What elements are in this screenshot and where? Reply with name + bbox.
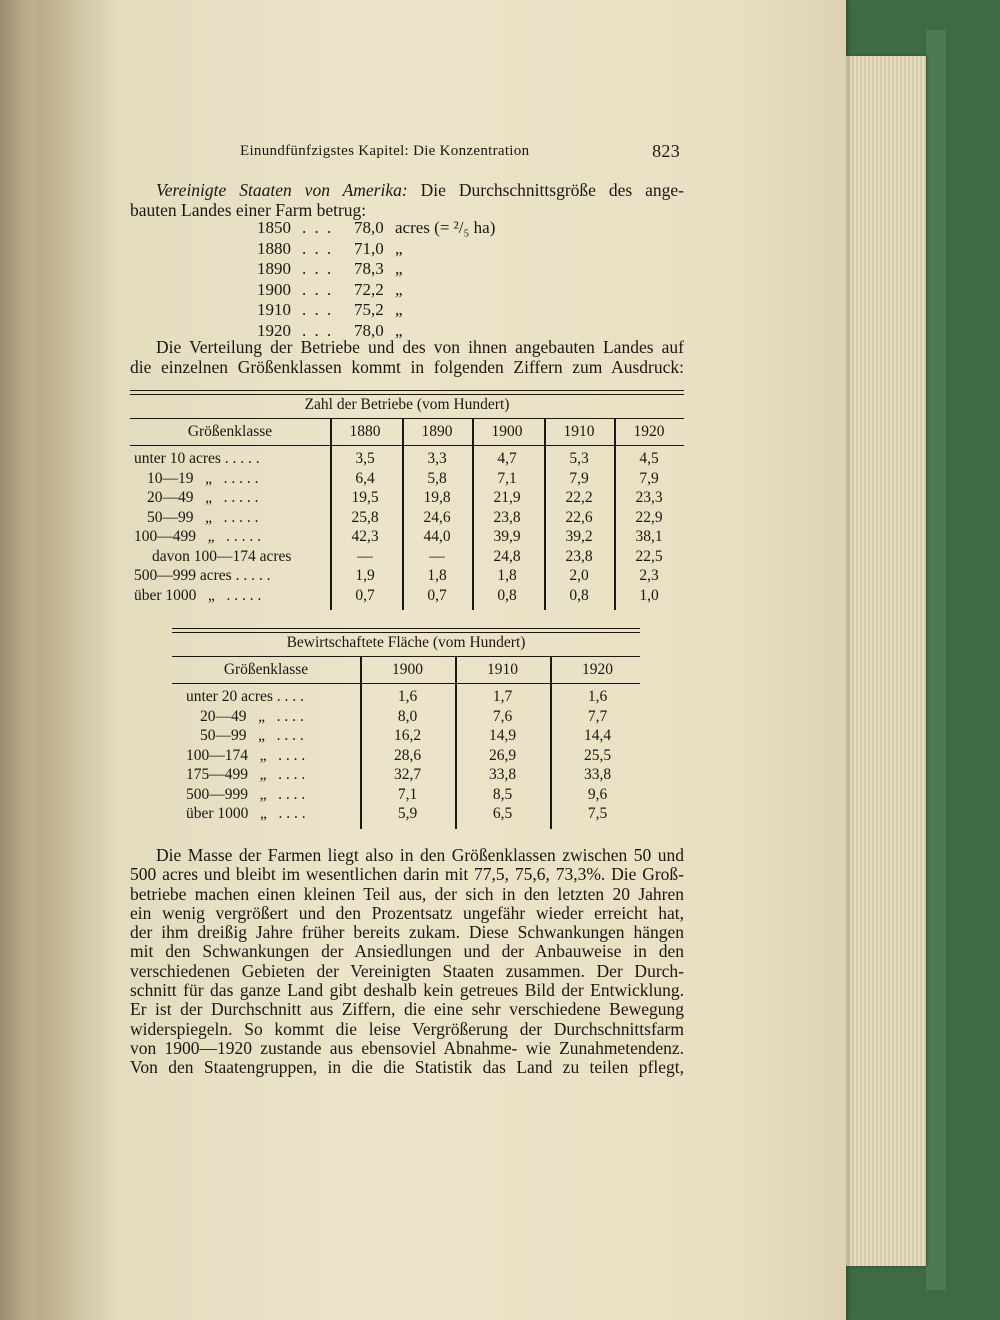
column-header-year: 1910: [563, 423, 595, 440]
acre-unit: „: [395, 238, 403, 258]
transition-paragraph: [130, 337, 684, 377]
body-line: verschiedenen Gebieten der Vereinigten Staaten zusammen. Der Durch-: [130, 960, 684, 981]
acre-leader-dots: . . .: [302, 259, 334, 279]
size-class-label: 100—499 „ . . . . .: [134, 528, 262, 545]
size-class-label: über 1000 „ . . . . .: [134, 586, 262, 604]
table-cell-value: 0,8: [497, 586, 517, 604]
column-header-year: 1910: [487, 661, 518, 678]
acre-leader-dots: . . .: [302, 279, 334, 299]
body-line: schnitt für das ganze Land gibt deshalb kein getreues Bild der Entwicklung.: [130, 980, 684, 1001]
table-cell-value: 7,9: [569, 469, 589, 487]
body-line: Von den Staatengruppen, in die die Statistik das Land zu teilen pflegt,: [130, 1057, 684, 1078]
table-cell-value: 23,8: [493, 508, 521, 526]
table-cell-value: 0,7: [427, 586, 447, 604]
acre-unit: „: [395, 279, 403, 299]
table-cell-value: 1,8: [427, 567, 447, 584]
table-cell-value: 7,1: [397, 785, 418, 803]
table-cell-value: 3,5: [355, 450, 375, 467]
column-header-year: 1880: [349, 423, 381, 440]
table-cell-value: 1,0: [639, 586, 659, 604]
body-line: mit den Schwankungen der Ansiedlungen und der Anbauweise in den: [130, 941, 684, 962]
acre-unit: „: [395, 259, 403, 279]
table-cell-value: 1,7: [492, 688, 513, 705]
table-cell-value: 19,8: [423, 489, 451, 506]
table-cell-value: 22,6: [565, 508, 593, 526]
table-cell-value: 5,9: [397, 805, 418, 822]
body-paragraph: [130, 846, 684, 1078]
table-cell-value: 3,3: [427, 450, 447, 467]
page-edges: [846, 56, 926, 1266]
table-rule: [130, 418, 684, 419]
table-cell-value: 6,4: [355, 469, 375, 487]
acre-leader-dots: . . .: [302, 320, 334, 340]
table-cell-value: 2,3: [639, 567, 659, 584]
table-cell-value: —: [357, 547, 373, 565]
table-cell-value: 4,5: [639, 450, 659, 467]
size-class-label: 10—19 „ . . . . .: [147, 469, 259, 487]
table-cell-value: 21,9: [493, 489, 521, 506]
acre-value: 78,0: [354, 218, 384, 237]
table-cell-value: 1,8: [497, 567, 517, 584]
table-cell-value: 1,6: [397, 688, 418, 705]
acre-year: 1900: [257, 279, 291, 299]
table-cell-value: 5,3: [569, 450, 589, 467]
table-cell-value: 32,7: [393, 766, 422, 783]
body-line: von 1900—1920 zustande aus ebensoviel Abnahme- wie Zunahmetendenz.: [130, 1037, 684, 1058]
table-cell-value: 5,8: [427, 469, 447, 487]
table-cell-value: 24,8: [493, 547, 521, 565]
column-header-year: 1920: [582, 661, 613, 678]
table-cell-value: 19,5: [351, 489, 379, 506]
table-cell-value: 25,8: [351, 508, 379, 526]
acre-value: 75,2: [354, 300, 384, 320]
size-class-label: über 1000 „ . . . .: [186, 805, 306, 822]
table-cell-value: 7,7: [587, 707, 608, 725]
table-cell-value: 0,7: [355, 586, 375, 604]
table-cell-value: 14,9: [488, 727, 517, 744]
acre-unit: „: [395, 320, 403, 340]
table-cell-value: 44,0: [423, 528, 451, 545]
transition-line-2: die einzelnen Größenklassen kommt in folgenden Ziffern zum Ausdruck:: [130, 357, 684, 377]
table-cell-value: 22,2: [565, 489, 593, 506]
table-cell-value: 33,8: [583, 766, 612, 783]
table-cell-value: 33,8: [488, 766, 517, 783]
acre-year: 1850: [257, 218, 291, 237]
column-header-year: 1920: [633, 423, 665, 440]
table-cell-value: 16,2: [393, 727, 422, 744]
size-class-label: 20—49 „ . . . .: [200, 707, 304, 725]
size-class-label: 20—49 „ . . . . .: [147, 489, 259, 506]
size-class-label: 100—174 „ . . . .: [186, 746, 306, 764]
acre-year: 1880: [257, 238, 291, 258]
column-header-size-class: Größenklasse: [223, 661, 309, 678]
transition-line-1: Die Verteilung der Betriebe und des von ihnen angebauten Landes auf: [156, 337, 684, 357]
intro-country: Vereinigte Staaten von Amerika:: [156, 180, 408, 200]
table-cell-value: 4,7: [497, 450, 517, 467]
size-class-label: 50—99 „ . . . .: [200, 727, 304, 744]
table-cell-value: 22,9: [635, 508, 663, 526]
acre-value: 72,2: [354, 279, 384, 299]
body-line: Er ist der Durchschnitt aus Ziffern, die eine sehr verschiedene Bewegung: [130, 999, 684, 1020]
acre-year: 1920: [257, 320, 291, 340]
body-line: 500 acres und bleibt im wesentlichen darin mit 77,5, 75,6, 73,3%. Die Groß-: [130, 864, 684, 885]
table-cell-value: 28,6: [393, 746, 422, 764]
table-cell-value: 23,8: [565, 547, 593, 565]
acre-leader-dots: . . .: [302, 300, 334, 320]
size-class-label: unter 20 acres . . . .: [186, 688, 304, 705]
table-cell-value: 22,5: [635, 547, 663, 565]
table-cell-value: 42,3: [351, 528, 379, 545]
running-header: [240, 143, 680, 167]
table-cell-value: 7,6: [492, 707, 513, 725]
acre-unit: „: [395, 300, 403, 320]
size-class-label: 50—99 „ . . . . .: [147, 508, 259, 526]
body-line: der ihm dreißig Jahre früher bereits zukam. Diese Schwankungen hängen: [130, 922, 684, 943]
table-cell-value: 26,9: [488, 746, 517, 764]
column-header-size-class: Größenklasse: [187, 423, 273, 440]
body-line: ein wenig vergrößert und den Prozentsatz ungefähr wieder erreicht hat,: [130, 902, 684, 923]
acre-unit: acres (= ²/₅ ha): [395, 218, 496, 237]
table-cell-value: 25,5: [583, 746, 612, 764]
table-rule: [130, 445, 684, 446]
table-cell-value: 2,0: [569, 567, 589, 584]
acre-year: 1910: [257, 300, 291, 320]
size-class-label: 500—999 acres . . . . .: [134, 567, 271, 584]
table-caption: Bewirtschaftete Fläche (vom Hundert): [286, 634, 526, 651]
table-cell-value: 23,3: [635, 489, 663, 506]
table-cell-value: 7,9: [639, 469, 659, 487]
intro-line-1-rest: Die Durchschnittsgröße des ange-: [420, 180, 685, 200]
intro-line-2: bauten Landes einer Farm betrug:: [130, 200, 367, 220]
acre-leader-dots: . . .: [302, 218, 334, 237]
table-cell-value: 0,8: [569, 586, 589, 604]
acre-value: 78,3: [354, 259, 384, 279]
chapter-title: Einundfünfzigstes Kapitel: Die Konzentration: [240, 143, 530, 159]
table-cell-value: 7,5: [587, 805, 608, 822]
acre-leader-dots: . . .: [302, 238, 334, 258]
column-header-year: 1900: [392, 661, 423, 678]
table-cell-value: 1,6: [587, 688, 608, 705]
table-cell-value: 8,0: [397, 707, 418, 725]
table-rule: [172, 656, 640, 657]
table-cell-value: 39,9: [493, 528, 521, 545]
body-line: widerspiegeln. So kommt die leise Vergrößerung der Durchschnittsfarm: [130, 1018, 684, 1039]
acre-value: 71,0: [354, 238, 384, 258]
table-cell-value: 8,5: [492, 785, 513, 803]
size-class-label: davon 100—174 acres: [152, 547, 292, 565]
table-cell-value: 39,2: [565, 528, 593, 545]
table-cell-value: 1,9: [355, 567, 375, 584]
column-header-year: 1890: [421, 423, 453, 440]
size-class-label: unter 10 acres . . . . .: [134, 450, 260, 467]
table-cell-value: —: [429, 547, 445, 565]
intro-line-1: [130, 180, 684, 200]
book-cover-edge: [926, 30, 946, 1290]
table-cell-value: 38,1: [635, 528, 663, 545]
body-line: betriebe machen einen kleinen Teil aus, der sich in den letzten 20 Jahren: [130, 883, 684, 904]
acre-value: 78,0: [354, 320, 384, 340]
table-rule: [172, 683, 640, 684]
body-line: Die Masse der Farmen liegt also in den Größenklassen zwischen 50 und: [156, 845, 684, 865]
intro-paragraph: [130, 180, 684, 220]
table-cell-value: 14,4: [583, 727, 612, 744]
size-class-label: 500—999 „ . . . .: [186, 785, 306, 803]
table-caption: Zahl der Betriebe (vom Hundert): [304, 396, 510, 413]
column-header-year: 1900: [491, 423, 523, 440]
table-cell-value: 24,6: [423, 508, 451, 526]
table-cell-value: 6,5: [492, 805, 513, 822]
acre-year: 1890: [257, 259, 291, 279]
page-number: 823: [652, 141, 680, 161]
table-rule: [172, 628, 640, 633]
table-cell-value: 9,6: [587, 785, 608, 803]
size-class-label: 175—499 „ . . . .: [186, 766, 306, 783]
table-cell-value: 7,1: [497, 469, 517, 487]
table-rule: [130, 390, 684, 395]
